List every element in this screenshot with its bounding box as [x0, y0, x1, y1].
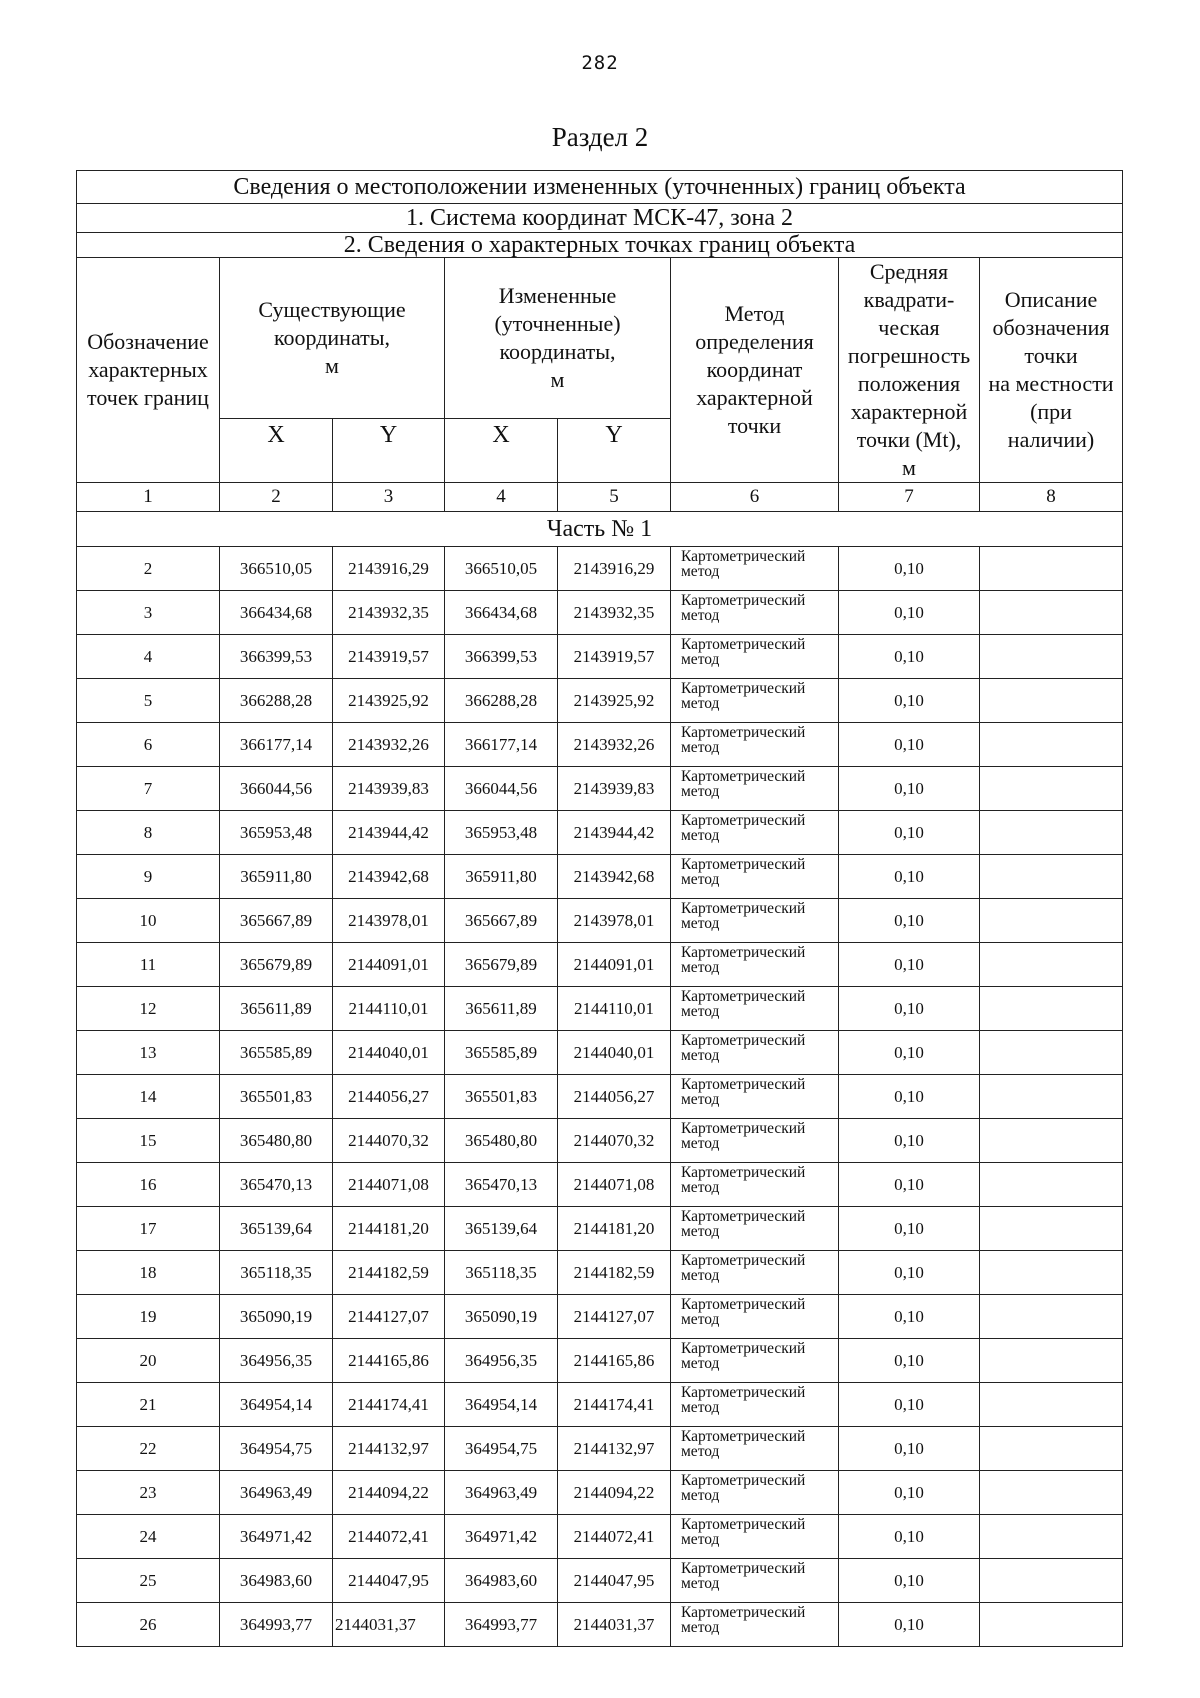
cell-method: Картометрический метод [671, 635, 839, 679]
cell-existing-x: 364963,49 [220, 1471, 333, 1515]
cell-changed-x: 365911,80 [445, 855, 558, 899]
cell-point-number: 25 [77, 1559, 220, 1603]
cell-mean-error: 0,10 [839, 1295, 980, 1339]
cell-method: Картометрический метод [671, 1075, 839, 1119]
cell-existing-x: 364956,35 [220, 1339, 333, 1383]
cell-existing-y: 2143932,35 [333, 591, 445, 635]
cell-existing-x: 366177,14 [220, 723, 333, 767]
cell-changed-x: 364956,35 [445, 1339, 558, 1383]
cell-existing-y: 2144165,86 [333, 1339, 445, 1383]
cell-changed-x: 365953,48 [445, 811, 558, 855]
cell-existing-x: 366434,68 [220, 591, 333, 635]
table-row [77, 943, 1123, 987]
cell-mean-error: 0,10 [839, 1515, 980, 1559]
cell-point-number: 23 [77, 1471, 220, 1515]
table-row [77, 811, 1123, 855]
cell-mean-error: 0,10 [839, 1119, 980, 1163]
cell-method: Картометрический метод [671, 1207, 839, 1251]
cell-point-number: 21 [77, 1383, 220, 1427]
cell-changed-x: 364954,14 [445, 1383, 558, 1427]
table-row [77, 723, 1123, 767]
cell-existing-y: 2144091,01 [333, 943, 445, 987]
table-row [77, 1119, 1123, 1163]
cell-method: Картометрический метод [671, 1163, 839, 1207]
cell-point-number: 7 [77, 767, 220, 811]
cell-mean-error: 0,10 [839, 899, 980, 943]
cell-changed-y: 2144071,08 [558, 1163, 671, 1207]
cell-method: Картометрический метод [671, 811, 839, 855]
table-row [77, 1603, 1123, 1647]
cell-changed-y: 2144040,01 [558, 1031, 671, 1075]
cell-changed-x: 365139,64 [445, 1207, 558, 1251]
cell-existing-y: 2144181,20 [333, 1207, 445, 1251]
cell-point-number: 4 [77, 635, 220, 679]
table-row [77, 1251, 1123, 1295]
cell-changed-x: 366434,68 [445, 591, 558, 635]
header-changed-x: X [445, 418, 558, 482]
cell-changed-y: 2143925,92 [558, 679, 671, 723]
table-row [77, 767, 1123, 811]
table-row [77, 1515, 1123, 1559]
cell-changed-x: 365667,89 [445, 899, 558, 943]
cell-changed-x: 366399,53 [445, 635, 558, 679]
cell-method: Картометрический метод [671, 547, 839, 591]
table-row [77, 1295, 1123, 1339]
table-row [77, 679, 1123, 723]
cell-changed-y: 2144132,97 [558, 1427, 671, 1471]
cell-method: Картометрический метод [671, 855, 839, 899]
cell-point-number: 8 [77, 811, 220, 855]
boundary-points-table [76, 170, 1123, 1647]
cell-mean-error: 0,10 [839, 1427, 980, 1471]
column-number: 7 [839, 483, 980, 512]
cell-existing-x: 365470,13 [220, 1163, 333, 1207]
cell-existing-y: 2143939,83 [333, 767, 445, 811]
header-existing-coordinates: Существующие координаты, м [220, 258, 445, 419]
cell-changed-x: 364963,49 [445, 1471, 558, 1515]
cell-description [980, 855, 1123, 899]
cell-mean-error: 0,10 [839, 591, 980, 635]
cell-point-number: 22 [77, 1427, 220, 1471]
cell-point-number: 6 [77, 723, 220, 767]
section-title: Раздел 2 [551, 122, 649, 152]
table-row [77, 1075, 1123, 1119]
cell-existing-x: 366510,05 [220, 547, 333, 591]
column-number: 1 [77, 483, 220, 512]
cell-changed-y: 2144031,37 [558, 1603, 671, 1647]
cell-description [980, 1163, 1123, 1207]
cell-method: Картометрический метод [671, 767, 839, 811]
cell-point-number: 9 [77, 855, 220, 899]
cell-existing-y: 2143916,29 [333, 547, 445, 591]
cell-existing-y: 2144132,97 [333, 1427, 445, 1471]
cell-changed-y: 2144070,32 [558, 1119, 671, 1163]
cell-method: Картометрический метод [671, 899, 839, 943]
table-row [77, 1559, 1123, 1603]
cell-changed-x: 365611,89 [445, 987, 558, 1031]
cell-point-number: 13 [77, 1031, 220, 1075]
cell-existing-x: 365611,89 [220, 987, 333, 1031]
cell-changed-y: 2144047,95 [558, 1559, 671, 1603]
table-row [77, 547, 1123, 591]
cell-existing-y: 2144040,01 [333, 1031, 445, 1075]
cell-mean-error: 0,10 [839, 679, 980, 723]
cell-point-number: 3 [77, 591, 220, 635]
header-mean-error: Средняя квадрати- ческая погрешность положения характерной точки (Mt), м [839, 258, 980, 483]
table-row [77, 1207, 1123, 1251]
cell-description [980, 811, 1123, 855]
cell-method: Картометрический метод [671, 987, 839, 1031]
header-existing-x: X [220, 418, 333, 482]
cell-method: Картометрический метод [671, 1251, 839, 1295]
cell-existing-y: 2143925,92 [333, 679, 445, 723]
cell-existing-y: 2144031,37 [333, 1603, 445, 1647]
cell-mean-error: 0,10 [839, 987, 980, 1031]
cell-changed-y: 2143944,42 [558, 811, 671, 855]
cell-existing-y: 2144127,07 [333, 1295, 445, 1339]
cell-point-number: 18 [77, 1251, 220, 1295]
cell-description [980, 1251, 1123, 1295]
cell-changed-y: 2144072,41 [558, 1515, 671, 1559]
cell-existing-x: 365679,89 [220, 943, 333, 987]
cell-mean-error: 0,10 [839, 1163, 980, 1207]
cell-mean-error: 0,10 [839, 1075, 980, 1119]
column-number: 3 [333, 483, 445, 512]
cell-existing-x: 366288,28 [220, 679, 333, 723]
header-method: Метод определения координат характерной точки [671, 258, 839, 483]
cell-point-number: 5 [77, 679, 220, 723]
cell-existing-x: 365090,19 [220, 1295, 333, 1339]
table-title: Сведения о местоположении измененных (уточненных) границ объекта [77, 171, 1123, 204]
cell-changed-x: 365501,83 [445, 1075, 558, 1119]
cell-point-number: 11 [77, 943, 220, 987]
cell-point-number: 24 [77, 1515, 220, 1559]
cell-existing-x: 365139,64 [220, 1207, 333, 1251]
cell-existing-y: 2144110,01 [333, 987, 445, 1031]
cell-changed-x: 366044,56 [445, 767, 558, 811]
cell-method: Картометрический метод [671, 1119, 839, 1163]
cell-method: Картометрический метод [671, 1383, 839, 1427]
cell-existing-x: 365667,89 [220, 899, 333, 943]
cell-existing-x: 365953,48 [220, 811, 333, 855]
cell-existing-x: 364971,42 [220, 1515, 333, 1559]
cell-existing-y: 2143942,68 [333, 855, 445, 899]
cell-changed-x: 364971,42 [445, 1515, 558, 1559]
cell-point-number: 14 [77, 1075, 220, 1119]
cell-changed-x: 365118,35 [445, 1251, 558, 1295]
cell-mean-error: 0,10 [839, 635, 980, 679]
header-point-designation: Обозначение характерных точек границ [77, 258, 220, 483]
cell-description [980, 1383, 1123, 1427]
cell-existing-y: 2143944,42 [333, 811, 445, 855]
cell-method: Картометрический метод [671, 1339, 839, 1383]
table-row [77, 635, 1123, 679]
cell-description [980, 1119, 1123, 1163]
cell-existing-y: 2144174,41 [333, 1383, 445, 1427]
cell-existing-x: 365501,83 [220, 1075, 333, 1119]
cell-changed-y: 2143916,29 [558, 547, 671, 591]
cell-method: Картометрический метод [671, 1559, 839, 1603]
cell-existing-y: 2144072,41 [333, 1515, 445, 1559]
cell-changed-y: 2144174,41 [558, 1383, 671, 1427]
cell-mean-error: 0,10 [839, 855, 980, 899]
cell-existing-x: 366399,53 [220, 635, 333, 679]
cell-description [980, 635, 1123, 679]
cell-mean-error: 0,10 [839, 547, 980, 591]
cell-description [980, 1427, 1123, 1471]
column-number: 2 [220, 483, 333, 512]
coordinate-system-line: 1. Система координат МСК-47, зона 2 [77, 204, 1123, 233]
cell-point-number: 17 [77, 1207, 220, 1251]
cell-description [980, 899, 1123, 943]
page-number: 282 [581, 52, 619, 74]
cell-description [980, 591, 1123, 635]
cell-point-number: 10 [77, 899, 220, 943]
cell-description [980, 1559, 1123, 1603]
cell-point-number: 12 [77, 987, 220, 1031]
cell-point-number: 15 [77, 1119, 220, 1163]
cell-method: Картометрический метод [671, 679, 839, 723]
cell-description [980, 1339, 1123, 1383]
cell-changed-x: 365470,13 [445, 1163, 558, 1207]
cell-changed-y: 2144181,20 [558, 1207, 671, 1251]
cell-method: Картометрический метод [671, 1295, 839, 1339]
cell-description [980, 1031, 1123, 1075]
cell-changed-y: 2143932,26 [558, 723, 671, 767]
cell-changed-x: 366177,14 [445, 723, 558, 767]
cell-changed-x: 365480,80 [445, 1119, 558, 1163]
cell-mean-error: 0,10 [839, 811, 980, 855]
cell-existing-y: 2144094,22 [333, 1471, 445, 1515]
cell-changed-x: 364993,77 [445, 1603, 558, 1647]
cell-description [980, 1075, 1123, 1119]
cell-method: Картометрический метод [671, 1515, 839, 1559]
cell-changed-y: 2144127,07 [558, 1295, 671, 1339]
cell-changed-y: 2143978,01 [558, 899, 671, 943]
table-row [77, 1339, 1123, 1383]
cell-changed-y: 2144091,01 [558, 943, 671, 987]
cell-existing-x: 365911,80 [220, 855, 333, 899]
cell-existing-x: 364954,14 [220, 1383, 333, 1427]
cell-changed-y: 2144165,86 [558, 1339, 671, 1383]
column-number: 4 [445, 483, 558, 512]
cell-changed-y: 2143932,35 [558, 591, 671, 635]
cell-existing-x: 365118,35 [220, 1251, 333, 1295]
cell-changed-y: 2144094,22 [558, 1471, 671, 1515]
cell-point-number: 20 [77, 1339, 220, 1383]
cell-description [980, 1207, 1123, 1251]
cell-changed-y: 2144110,01 [558, 987, 671, 1031]
cell-existing-y: 2144070,32 [333, 1119, 445, 1163]
cell-changed-y: 2144182,59 [558, 1251, 671, 1295]
cell-method: Картометрический метод [671, 1427, 839, 1471]
cell-description [980, 1295, 1123, 1339]
cell-changed-x: 365679,89 [445, 943, 558, 987]
table-row [77, 1163, 1123, 1207]
cell-existing-y: 2143978,01 [333, 899, 445, 943]
cell-point-number: 19 [77, 1295, 220, 1339]
cell-mean-error: 0,10 [839, 1031, 980, 1075]
cell-existing-x: 364983,60 [220, 1559, 333, 1603]
cell-changed-y: 2143939,83 [558, 767, 671, 811]
table-row [77, 899, 1123, 943]
cell-mean-error: 0,10 [839, 1251, 980, 1295]
cell-method: Картометрический метод [671, 1471, 839, 1515]
cell-description [980, 723, 1123, 767]
cell-mean-error: 0,10 [839, 1207, 980, 1251]
cell-changed-x: 364954,75 [445, 1427, 558, 1471]
cell-point-number: 26 [77, 1603, 220, 1647]
cell-mean-error: 0,10 [839, 1559, 980, 1603]
cell-existing-x: 364993,77 [220, 1603, 333, 1647]
cell-changed-x: 365585,89 [445, 1031, 558, 1075]
cell-existing-y: 2144047,95 [333, 1559, 445, 1603]
cell-description [980, 679, 1123, 723]
cell-changed-y: 2143942,68 [558, 855, 671, 899]
cell-changed-x: 365090,19 [445, 1295, 558, 1339]
cell-point-number: 16 [77, 1163, 220, 1207]
cell-existing-y: 2143919,57 [333, 635, 445, 679]
cell-method: Картометрический метод [671, 943, 839, 987]
cell-existing-x: 365480,80 [220, 1119, 333, 1163]
cell-existing-y: 2144182,59 [333, 1251, 445, 1295]
column-number: 6 [671, 483, 839, 512]
cell-description [980, 547, 1123, 591]
table-row [77, 855, 1123, 899]
column-number: 5 [558, 483, 671, 512]
cell-changed-y: 2144056,27 [558, 1075, 671, 1119]
table-row [77, 1471, 1123, 1515]
part-label: Часть № 1 [77, 512, 1123, 547]
cell-description [980, 1603, 1123, 1647]
cell-mean-error: 0,10 [839, 1603, 980, 1647]
cell-changed-x: 366510,05 [445, 547, 558, 591]
table-row [77, 987, 1123, 1031]
cell-existing-y: 2143932,26 [333, 723, 445, 767]
cell-mean-error: 0,10 [839, 943, 980, 987]
cell-changed-x: 366288,28 [445, 679, 558, 723]
cell-existing-y: 2144056,27 [333, 1075, 445, 1119]
cell-existing-y: 2144071,08 [333, 1163, 445, 1207]
cell-method: Картометрический метод [671, 723, 839, 767]
table-row [77, 1383, 1123, 1427]
header-existing-y: Y [333, 418, 445, 482]
cell-mean-error: 0,10 [839, 1339, 980, 1383]
points-info-line: 2. Сведения о характерных точках границ объекта [77, 233, 1123, 258]
cell-mean-error: 0,10 [839, 723, 980, 767]
table-row [77, 1427, 1123, 1471]
table-row [77, 1031, 1123, 1075]
cell-method: Картометрический метод [671, 1603, 839, 1647]
cell-point-number: 2 [77, 547, 220, 591]
cell-changed-x: 364983,60 [445, 1559, 558, 1603]
cell-mean-error: 0,10 [839, 1383, 980, 1427]
cell-method: Картометрический метод [671, 1031, 839, 1075]
cell-existing-x: 366044,56 [220, 767, 333, 811]
cell-existing-x: 364954,75 [220, 1427, 333, 1471]
cell-description [980, 943, 1123, 987]
cell-description [980, 767, 1123, 811]
header-description: Описание обозначения точки на местности (при наличии) [980, 258, 1123, 483]
header-changed-coordinates: Измененные (уточненные) координаты, м [445, 258, 671, 419]
cell-mean-error: 0,10 [839, 1471, 980, 1515]
cell-description [980, 1471, 1123, 1515]
cell-existing-x: 365585,89 [220, 1031, 333, 1075]
cell-description [980, 1515, 1123, 1559]
cell-changed-y: 2143919,57 [558, 635, 671, 679]
cell-method: Картометрический метод [671, 591, 839, 635]
cell-description [980, 987, 1123, 1031]
table-row [77, 591, 1123, 635]
cell-mean-error: 0,10 [839, 767, 980, 811]
column-number: 8 [980, 483, 1123, 512]
header-changed-y: Y [558, 418, 671, 482]
